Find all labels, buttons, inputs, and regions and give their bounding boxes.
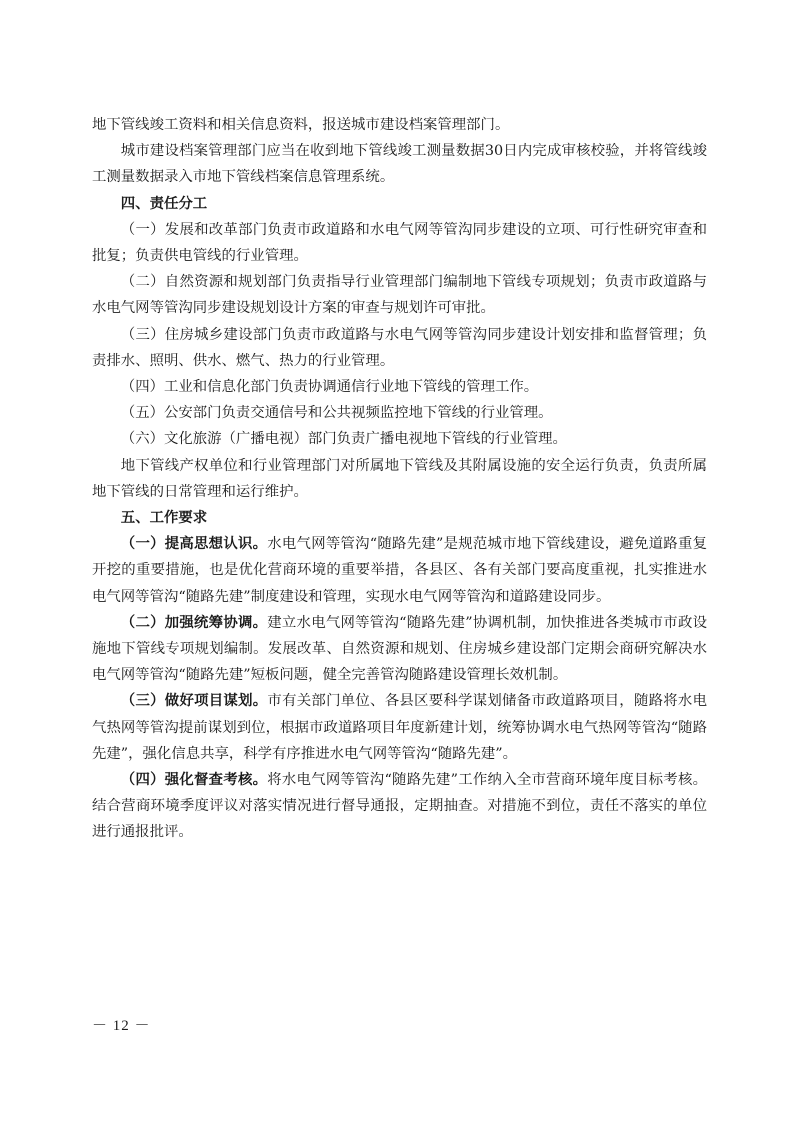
paragraph-lead: （二）加强统筹协调。 xyxy=(120,613,268,631)
section-heading-5: 五、工作要求 xyxy=(120,509,208,527)
paragraph-duty-1: （一）发展和改革部门负责市政道路和水电气网等管沟同步建设的立项、可行性研究审查和批复；负责供电管线的行业管理。 xyxy=(92,221,707,265)
page-number: － 12 － xyxy=(92,1018,151,1034)
paragraph-req-4: （四）强化督查考核。将水电气网等管沟“随路先建”工作纳入全市营商环境年度目标考核。结合营商环境季度评议对落实情况进行督导通报，定期抽查。对措施不到位，责任不落实的单位进行通报批评。 xyxy=(92,771,707,841)
paragraph-duty-5: （五）公安部门负责交通信号和公共视频监控地下管线的行业管理。 xyxy=(120,405,553,422)
body-text xyxy=(92,112,707,846)
paragraph-lead: （一）提高思想认识。 xyxy=(120,535,268,553)
paragraph-1: 地下管线竣工资料和相关信息资料，报送城市建设档案管理部门。 xyxy=(92,117,510,133)
paragraph-req-2: （二）加强统筹协调。建立水电气网等管沟“随路先建”协调机制，加快推进各类城市市政设施地下管线专项规划编制。发展改革、自然资源和规划、住房城乡建设部门定期会商研究解决水电气网等管沟“随路先建”短板问题，健全完善管沟随路建设管理长效机制。 xyxy=(92,613,707,684)
paragraph-duty-6: （六）文化旅游（广播电视）部门负责广播电视地下管线的行业管理。 xyxy=(120,431,567,448)
section-heading-4: 四、责任分工 xyxy=(120,194,208,212)
paragraph-req-1: （一）提高思想认识。水电气网等管沟“随路先建”是规范城市地下管线建设，避免道路重复开挖的重要措施，也是优化营商环境的重要举措，各县区、各有关部门要高度重视，扎实推进水电气网等管沟“随路先建”制度建设和管理，实现水电气网等管沟和道路建设同步。 xyxy=(92,535,707,605)
paragraph-lead: （四）强化督查考核。 xyxy=(120,771,268,789)
paragraph-lead: （三）做好项目谋划。 xyxy=(120,692,268,710)
paragraph-duty-3: （三）住房城乡建设部门负责市政道路与水电气网等管沟同步建设计划安排和监督管理；负责排水、照明、供水、燃气、热力的行业管理。 xyxy=(92,326,707,369)
paragraph-duty-2: （二）自然资源和规划部门负责指导行业管理部门编制地下管线专项规划；负责市政道路与水电气网等管沟同步建设规划设计方案的审查与规划许可审批。 xyxy=(92,274,707,317)
paragraph-req-3: （三）做好项目谋划。市有关部门单位、各县区要科学谋划储备市政道路项目，随路将水电气热网等管沟提前谋划到位，根据市政道路项目年度新建计划，统筹协调水电气热网等管沟“随路先建”，强化信息共享，科学有序推进水电气网等管沟“随路先建”。 xyxy=(92,692,707,762)
paragraph-duty-owners: 地下管线产权单位和行业管理部门对所属地下管线及其附属设施的安全运行负责，负责所属地下管线的日常管理和运行维护。 xyxy=(92,457,707,500)
paragraph-duty-4: （四）工业和信息化部门负责协调通信行业地下管线的管理工作。 xyxy=(120,379,539,396)
paragraph-2: 城市建设档案管理部门应当在收到地下管线竣工测量数据30日内完成审核校验，并将管线竣工测量数据录入市地下管线档案信息管理系统。 xyxy=(92,143,707,186)
